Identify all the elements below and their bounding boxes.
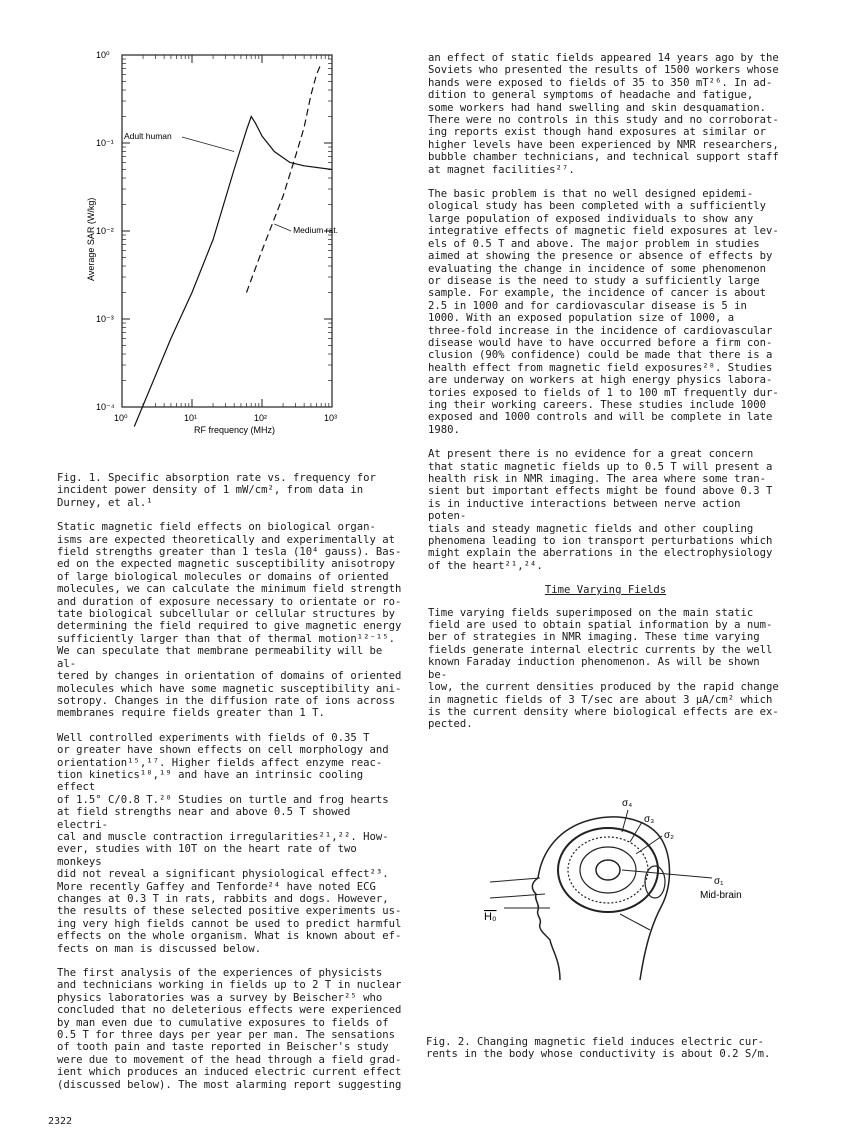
y-tick-label: 10⁻¹ bbox=[96, 138, 114, 148]
sigma4-label: σ₄ bbox=[622, 798, 633, 809]
x-tick-label: 10⁰ bbox=[114, 413, 128, 423]
h0-label: H₀ bbox=[484, 911, 497, 923]
annotation-adult-human: Adult human bbox=[124, 131, 172, 141]
y-tick-label: 10⁰ bbox=[96, 50, 110, 60]
field-line-2 bbox=[490, 894, 545, 898]
left-paragraph-2: Well controlled experiments with fields of 0.35 T or greater have shown effects on cell morphology and orientation¹⁵,¹⁷. Higher fields affect enzyme reac- tion kinetics¹⁸,¹⁹ and have an intrinsic cooling effect of 1.5° C/0.8 T.²⁰ Studies on turtle and frog hearts at field strengths near and above 0.5 T showed electri- cal and muscle contraction irregularities²¹,²². How- ever, studies with 10T on the heart rate of two monkeys did not reveal a significant physiological effect²³. More recently Gaffey and Tenforde²⁴ have noted ECG changes at 0.3 T in rats, rabbits and dogs. However, the results of these selected positive experiments us- ing very high fields cannot be used to predict harmful effects on the whole organism. What is known about ef- fects on man is discussed below. bbox=[57, 731, 402, 955]
right-column bbox=[428, 52, 783, 743]
x-tick-label: 10³ bbox=[324, 413, 338, 423]
left-paragraph-3: The first analysis of the experiences of physicists and technicians working in fields up to 2 T in nuclear physics laboratories was a survey by Beischer²⁵ who concluded that no deleterious effects were experienced by man even due to cumulative exposures to fields of 0.5 T for three days per year per man. The sensations of tooth pain and taste reported in Beischer's study were due to movement of the head through a field grad- ient which produces an induced electric current effect (discussed below). The most alarming report suggesting bbox=[57, 967, 402, 1091]
y-tick-label: 10⁻² bbox=[96, 226, 114, 236]
right-paragraph-3: At present there is no evidence for a great concern that static magnetic fields up to 0.5 T will present a health risk in NMR imaging. The area where some tran- sient but important effects might be found above 0.3 T is in inductive interactions between nerve action poten- tials and steady magnetic fields and other coupling phenomena leading to ion transport perturbations which might explain the aberrations in the electrophysiology of the heart²¹,²⁴. bbox=[428, 448, 773, 572]
left-column bbox=[57, 472, 407, 1103]
sigma4-leader bbox=[622, 810, 628, 832]
x-tick-label: 10² bbox=[254, 413, 268, 423]
sar-chart bbox=[80, 40, 370, 470]
series-line-medium-rat bbox=[247, 64, 322, 293]
figure-2-caption: Fig. 2. Changing magnetic field induces electric cur- rents in the body whose conductivity is about 0.2 S/m. bbox=[426, 1036, 771, 1061]
head-outline bbox=[532, 817, 669, 980]
figure-1 bbox=[80, 40, 370, 474]
head-diagram bbox=[484, 790, 750, 990]
x-tick-label: 10¹ bbox=[184, 413, 198, 423]
shell-inner bbox=[596, 860, 620, 880]
y-tick-label: 10⁻³ bbox=[96, 314, 114, 324]
field-line-1 bbox=[490, 878, 540, 882]
annotation-medium-rat: Medium rat. bbox=[293, 225, 338, 235]
annotation-adult-human-leader bbox=[182, 137, 234, 152]
sigma3-label: σ₃ bbox=[644, 814, 655, 825]
sigma1-label: σ₁ bbox=[714, 876, 724, 887]
right-paragraph-4: Time varying fields superimposed on the main static field are used to obtain spatial information by a num- ber of strategies in NMR imaging. These time varying fields generate internal electric currents by the well known Faraday induction phenomenon. As will be shown be- low, the current densities produced by the rapid change in magnetic fields of 3 T/sec are about 3 μA/cm² which is the current density where biological effects are ex- pected. bbox=[428, 606, 779, 731]
annotation-medium-rat-leader bbox=[274, 224, 291, 231]
figure-1-caption: Fig. 1. Specific absorption rate vs. frequency for incident power density of 1 mW/cm², from data in Durney, et al.¹ bbox=[57, 472, 376, 509]
y-tick-label: 10⁻⁴ bbox=[96, 402, 115, 412]
mid-brain-label: Mid-brain bbox=[700, 890, 742, 901]
x-axis-label: RF frequency (MHz) bbox=[194, 425, 276, 435]
sigma2-label: σ₂ bbox=[664, 830, 675, 841]
right-paragraph-2: The basic problem is that no well designed epidemi- ological study has been completed with a sufficiently large population of exposed individuals to show any integrative effects of magnetic field exposures at lev- els of 0.5 T and above. The major problem in studies aimed at showing the presence or absence of effects by evaluating the change in incidence of some phenomenon or disease is the need to study a sufficiently large sample. For example, the incidence of cancer is about 2.5 in 1000 and for cardiovascular disease is 5 in 1000. With an exposed population size of 1000, a three-fold increase in the incidence of cardiovascular disease would have to have occurred before a firm con- clusion (90% confidence) could be made that there is a health effect from magnetic field exposures²⁸. Studies are underway on workers at high energy physics labora- tories exposed to fields of 1 to 100 mT frequently dur- ing their working careers. These studies include 1000 exposed and 1000 controls and will be complete in late 1980. bbox=[428, 188, 779, 436]
y-axis-label: Average SAR (W/kg) bbox=[86, 197, 96, 281]
right-paragraph-1: an effect of static fields appeared 14 years ago by the Soviets who presented the results of 1500 workers whose hands were exposed to fields of 35 to 350 mT²⁶. In ad- dition to general symptoms of headache and fatigue, some workers had hand swelling and skin desquamation. There were no controls in this study and no corroborat- ing reports exist though hand exposures at similar or higher levels have been experienced by NMR researchers, bubble chamber technicians, and technical support staff at magnet facilities²⁷. bbox=[428, 52, 779, 176]
left-paragraph-1: Static magnetic field effects on biological organ- isms are expected theoretically and experimentally at field strengths greater than 1 tesla (10⁴ gauss). Bas- ed on the expected magnetic susceptibility anisotropy of large biological molecules or domains of oriented molecules, we can calculate the minimum field strength and duration of exposure necessary to orientate or ro- tate biological subcellular or cellular structures by determining the field required to give magnetic energy sufficiently larger than that of thermal motion¹²⁻¹⁵. We can speculate that membrane permeability will be al- tered by changes in orientation of domains of oriented molecules which have some magnetic susceptibility ani- sotropy. Changes in the diffusion rate of ions across membranes require fields greater than 1 T. bbox=[57, 521, 402, 720]
series-line-adult-human bbox=[134, 117, 332, 427]
field-line-4 bbox=[620, 914, 650, 930]
section-heading: Time Varying Fields bbox=[544, 584, 667, 597]
page-number: 2322 bbox=[48, 1116, 73, 1127]
figure-2 bbox=[484, 790, 750, 994]
